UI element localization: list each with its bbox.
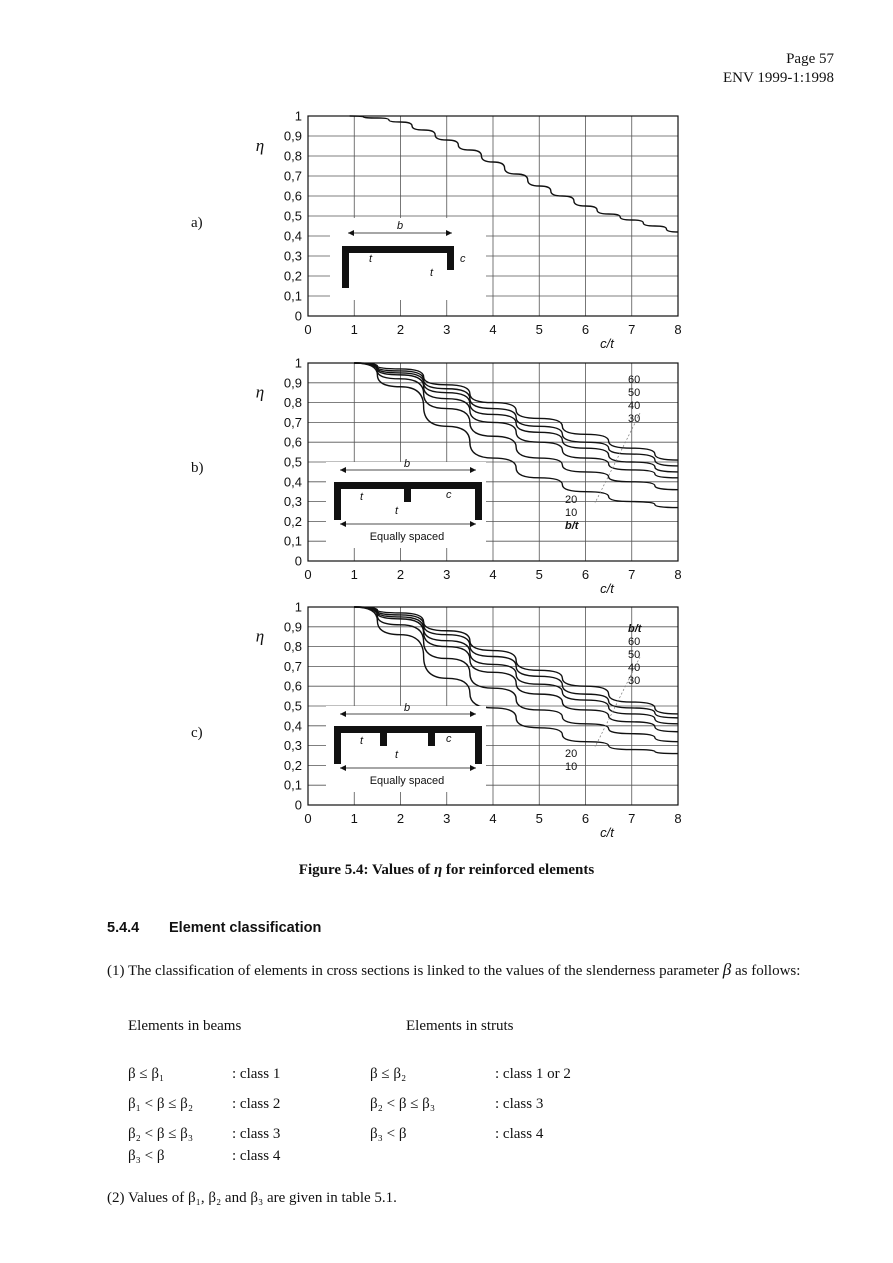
curve-label-top-b-0: 60 <box>628 374 641 386</box>
x-axis-label-a: c/t <box>600 336 614 351</box>
inset-web-r-b <box>475 482 482 520</box>
y-tick-a-1: 0,1 <box>283 288 302 304</box>
x-tick-c-2: 2 <box>396 811 405 826</box>
y-tick-b-0: 0 <box>294 553 302 569</box>
curve-label-bottom-b-1: 10 <box>565 507 578 519</box>
x-tick-b-8: 8 <box>674 567 682 582</box>
beams-heading: Elements in beams <box>128 1018 242 1034</box>
inset-label-b-c: b <box>403 702 411 714</box>
inset-web-l-b <box>334 482 341 520</box>
y-tick-c-4: 0,4 <box>283 718 302 734</box>
x-tick-a-2: 2 <box>396 322 405 337</box>
curve-label-top-c-4: 30 <box>628 675 641 687</box>
y-tick-a-2: 0,2 <box>283 268 302 284</box>
x-tick-c-4: 4 <box>489 811 497 826</box>
inset-label-c-b: c <box>446 489 452 501</box>
curve-label-bottom-c-0: 20 <box>565 748 578 760</box>
curve-label-top-b-2: 40 <box>628 400 641 412</box>
inset-web-l-c <box>334 726 341 764</box>
y-tick-a-6: 0,6 <box>283 188 302 204</box>
y-axis-label-b: η <box>255 382 265 402</box>
struts-row-2-cond: β₂ < β ≤ β₃ <box>370 1096 436 1112</box>
inset-label-c-a: c <box>460 253 466 265</box>
paragraph-1-tail: as follows: <box>731 963 801 979</box>
y-tick-a-5: 0,5 <box>283 208 302 224</box>
y-tick-a-3: 0,3 <box>283 248 302 264</box>
y-tick-b-6: 0,6 <box>283 434 302 450</box>
inset-flange-a <box>342 246 454 253</box>
panel-label-a: a) <box>191 215 203 231</box>
y-axis-label-c: η <box>255 626 265 646</box>
x-tick-c-7: 7 <box>628 811 636 826</box>
beams-row-3-cond: β₂ < β ≤ β₃ <box>128 1126 194 1142</box>
x-tick-a-3: 3 <box>443 322 451 337</box>
inset-label-t1-a: t <box>369 253 373 265</box>
struts-row-1-cond: β ≤ β₂ <box>370 1066 407 1082</box>
panel-label-c: c) <box>191 725 203 741</box>
leader-line-b <box>595 413 640 503</box>
y-tick-c-8: 0,8 <box>283 639 302 655</box>
x-tick-a-7: 7 <box>628 322 636 337</box>
x-tick-a-6: 6 <box>581 322 590 337</box>
curve-label-top-b-3: 30 <box>628 413 641 425</box>
x-tick-b-5: 5 <box>535 567 543 582</box>
x-tick-a-1: 1 <box>350 322 358 337</box>
y-tick-b-9: 0,9 <box>283 375 302 391</box>
x-tick-a-8: 8 <box>674 322 682 337</box>
y-tick-b-5: 0,5 <box>283 454 302 470</box>
inset-stiff2-c <box>428 726 435 746</box>
x-tick-b-2: 2 <box>396 567 405 582</box>
x-tick-b-3: 3 <box>443 567 451 582</box>
x-axis-label-c: c/t <box>600 825 614 840</box>
x-tick-c-0: 0 <box>304 811 312 826</box>
x-tick-c-5: 5 <box>535 811 543 826</box>
curve-label-top-c-3: 40 <box>628 662 641 674</box>
y-tick-c-1: 0,1 <box>283 777 302 793</box>
paragraph-2: (2) Values of β₁, β₂ and β₃ are given in table 5.1. <box>107 1190 397 1206</box>
inset-web-r-c <box>475 726 482 764</box>
curve-label-bottom-c-1: 10 <box>565 761 578 773</box>
beams-row-3-class: : class 3 <box>232 1126 281 1142</box>
y-tick-c-3: 0,3 <box>283 738 302 754</box>
paragraph-1-symbol: β <box>722 960 732 979</box>
beams-row-2-cond: β₁ < β ≤ β₂ <box>128 1096 194 1112</box>
y-axis-label-a: η <box>255 136 265 155</box>
curve-label-top-c-2: 50 <box>628 649 641 661</box>
inset-label-t2-c: t <box>395 749 399 761</box>
inset-flange-c <box>334 726 482 733</box>
inset-label-c-c: c <box>446 733 452 745</box>
panel-label-b: b) <box>191 460 204 476</box>
section-number: 5.4.4 <box>107 920 140 936</box>
struts-row-1-class: : class 1 or 2 <box>495 1066 571 1082</box>
curve-label-bottom-b-2: b/t <box>565 520 579 532</box>
y-tick-a-0: 0 <box>294 308 302 324</box>
x-tick-b-6: 6 <box>581 567 590 582</box>
curve-label-bottom-b-0: 20 <box>565 494 578 506</box>
y-tick-a-10: 1 <box>294 108 302 124</box>
struts-row-2-class: : class 3 <box>495 1096 544 1112</box>
paragraph-1-text: (1) The classification of elements in cross sections is linked to the values of the slenderness parameter <box>107 963 723 979</box>
x-tick-b-0: 0 <box>304 567 312 582</box>
page-number: Page 57 <box>786 51 834 67</box>
standard-code: ENV 1999-1:1998 <box>723 70 834 86</box>
x-axis-label-b: c/t <box>600 581 614 596</box>
x-tick-c-3: 3 <box>443 811 451 826</box>
y-tick-c-0: 0 <box>294 797 302 813</box>
y-tick-b-7: 0,7 <box>283 414 302 430</box>
y-tick-b-10: 1 <box>294 355 302 371</box>
inset-label-t1-b: t <box>360 491 364 503</box>
y-tick-a-4: 0,4 <box>283 228 302 244</box>
beams-row-4-class: : class 4 <box>232 1148 281 1164</box>
section-title: Element classification <box>169 920 322 936</box>
y-tick-b-1: 0,1 <box>283 533 302 549</box>
inset-label-b-b: b <box>403 458 411 470</box>
y-tick-b-3: 0,3 <box>283 494 302 510</box>
series-line-a-0 <box>350 116 678 232</box>
x-tick-a-5: 5 <box>535 322 543 337</box>
paragraph-1 <box>107 960 837 981</box>
curve-label-top-c-1: 60 <box>628 636 641 648</box>
beams-row-1-cond: β ≤ β₁ <box>128 1066 165 1082</box>
y-tick-c-5: 0,5 <box>283 698 302 714</box>
y-tick-a-8: 0,8 <box>283 148 302 164</box>
beams-row-2-class: : class 2 <box>232 1096 281 1112</box>
y-tick-a-7: 0,7 <box>283 168 302 184</box>
struts-heading: Elements in struts <box>406 1018 514 1034</box>
inset-lip-a <box>447 246 454 270</box>
x-tick-c-8: 8 <box>674 811 682 826</box>
inset-stiff-b <box>404 482 411 502</box>
beams-row-1-class: : class 1 <box>232 1066 281 1082</box>
y-tick-c-10: 1 <box>294 599 302 615</box>
curve-label-top-b-1: 50 <box>628 387 641 399</box>
x-tick-a-4: 4 <box>489 322 497 337</box>
x-tick-a-0: 0 <box>304 322 312 337</box>
beams-row-4-cond: β₃ < β <box>128 1148 165 1164</box>
x-tick-b-4: 4 <box>489 567 497 582</box>
y-tick-c-9: 0,9 <box>283 619 302 635</box>
inset-label-b-a: b <box>396 220 404 232</box>
struts-row-3-class: : class 4 <box>495 1126 544 1142</box>
x-tick-c-1: 1 <box>350 811 358 826</box>
y-tick-c-7: 0,7 <box>283 658 302 674</box>
x-tick-c-6: 6 <box>581 811 590 826</box>
inset-stiff1-c <box>380 726 387 746</box>
y-tick-b-4: 0,4 <box>283 474 302 490</box>
struts-row-3-cond: β₃ < β <box>370 1126 407 1142</box>
inset-note-b: Equally spaced <box>369 531 445 543</box>
y-tick-b-2: 0,2 <box>283 513 302 529</box>
caption-symbol: η <box>433 862 443 878</box>
inset-label-t1-c: t <box>360 735 364 747</box>
inset-web-a <box>342 246 349 288</box>
figure-caption <box>0 862 893 879</box>
x-tick-b-7: 7 <box>628 567 636 582</box>
y-tick-b-8: 0,8 <box>283 395 302 411</box>
inset-label-t2-b: t <box>395 505 399 517</box>
y-tick-a-9: 0,9 <box>283 128 302 144</box>
inset-label-t2-a: t <box>430 267 434 279</box>
caption-prefix: Figure 5.4: Values of <box>298 862 434 878</box>
y-tick-c-6: 0,6 <box>283 678 302 694</box>
x-tick-b-1: 1 <box>350 567 358 582</box>
caption-suffix: for reinforced elements <box>442 862 595 878</box>
inset-note-c: Equally spaced <box>369 775 445 787</box>
curve-label-top-c-0: b/t <box>628 623 642 635</box>
section-heading <box>107 920 321 936</box>
y-tick-c-2: 0,2 <box>283 757 302 773</box>
